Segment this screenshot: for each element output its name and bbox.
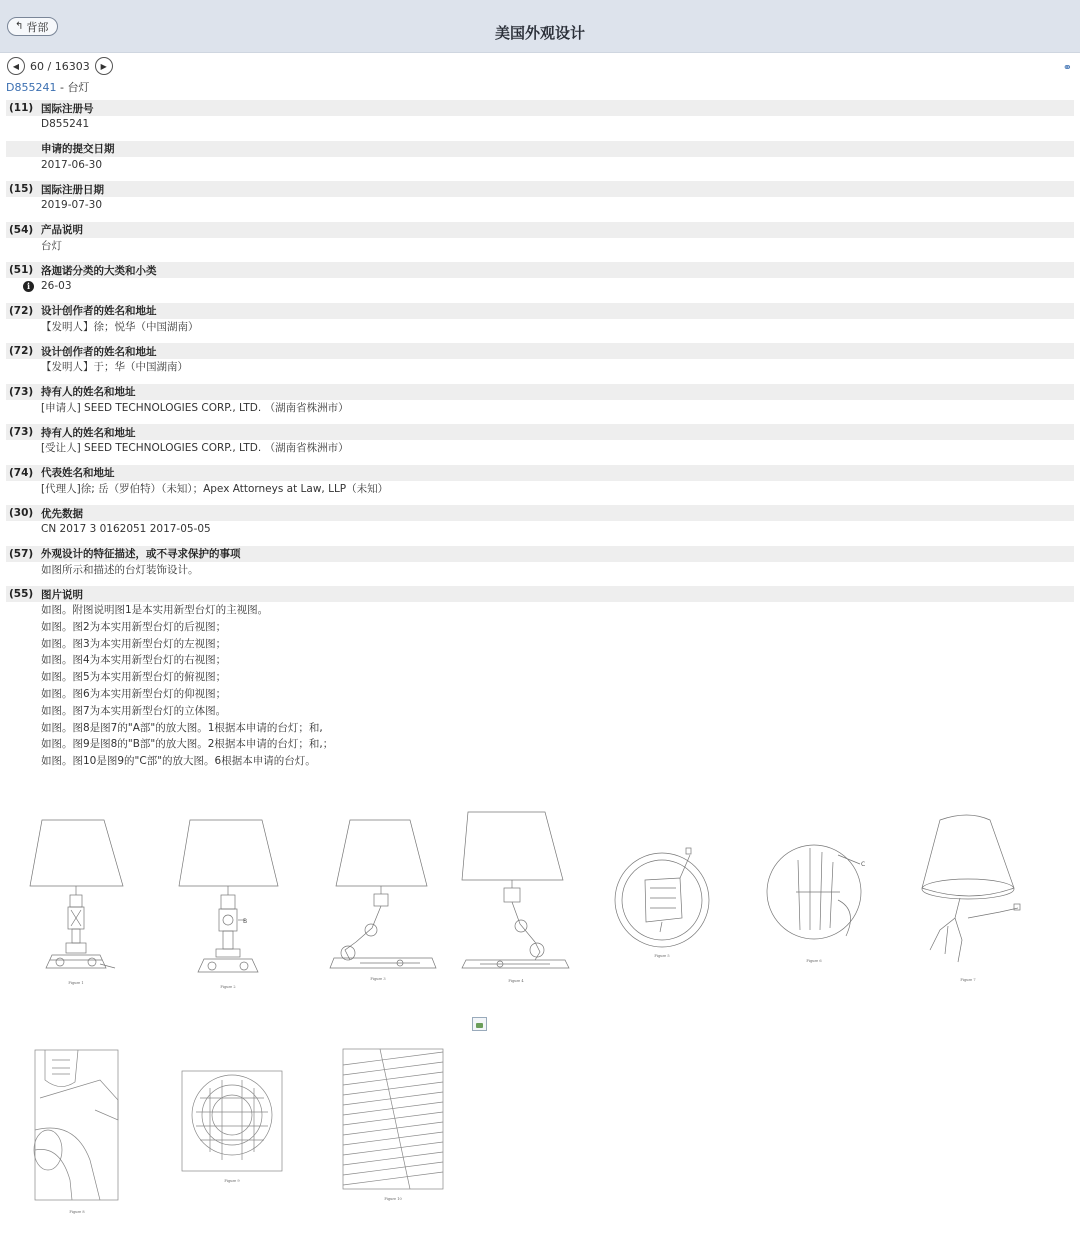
- record-label: 洛迦诺分类的大类和小类: [41, 264, 157, 277]
- figure-desc-line: 如图。图7为本实用新型台灯的立体图。: [41, 704, 227, 717]
- figures-description: [6, 586, 1074, 770]
- record-label: 外观设计的特征描述，或不寻求保护的事项: [41, 548, 241, 560]
- record-code: (73): [9, 426, 34, 438]
- figure-desc-line: 如图。图10是图9的"C部"的放大图。6根据本申请的台灯。: [41, 755, 316, 768]
- record-code: (30): [9, 507, 34, 519]
- figure-desc-line: 如图。图9是图8的"B部"的放大图。2根据本申请的台灯；和,；: [41, 738, 334, 751]
- doc-separator: -: [56, 81, 68, 94]
- figure-8-drawing[interactable]: [34, 1050, 118, 1200]
- record-label: 产品说明: [41, 224, 83, 236]
- figure-caption: Figure 7: [960, 978, 976, 982]
- record-item: [6, 465, 1074, 498]
- record-value-with-info: [6, 278, 1074, 295]
- figure-7-drawing[interactable]: [922, 815, 1020, 962]
- figure-caption: Figure 9: [224, 1179, 240, 1183]
- record-item: [6, 384, 1074, 417]
- figure-marker-c: C: [861, 861, 866, 868]
- figure-desc-line: 如图。图2为本实用新型台灯的后视图；: [41, 620, 227, 633]
- record-item: [6, 262, 1074, 295]
- record-label: 申请的提交日期: [41, 143, 115, 155]
- record-value: CN 2017 3 0162051 2017-05-05: [41, 523, 211, 535]
- figure-desc-line: 如图。图4为本实用新型台灯的右视图；: [41, 654, 227, 667]
- record-label: 设计创作者的姓名和地址: [41, 305, 157, 317]
- figure-desc-line: 如图。图6为本实用新型台灯的仰视图；: [41, 687, 227, 700]
- figure-caption: Figure 6: [806, 959, 822, 963]
- record-code: (55): [9, 588, 34, 600]
- record-code: (54): [9, 223, 34, 236]
- back-button-label: 背部: [26, 20, 49, 34]
- figure-caption: Figure 3: [370, 977, 386, 981]
- figure-caption: Figure 2: [220, 985, 236, 989]
- record-item: [6, 424, 1074, 457]
- record-value: 台灯: [41, 239, 62, 252]
- page-title: 美国外观设计: [494, 24, 585, 42]
- figure-desc-line: 如图。图3为本实用新型台灯的左视图；: [41, 637, 227, 650]
- figure-caption: Figure 8: [69, 1210, 85, 1214]
- figure-caption: Figure 10: [384, 1197, 402, 1201]
- record-value: 26-03: [41, 280, 72, 292]
- top-header: [0, 0, 1080, 53]
- record-label: 代表姓名和地址: [41, 467, 115, 479]
- record-code: (74): [9, 466, 34, 479]
- record-value: 2017-06-30: [41, 158, 103, 171]
- record-value: 2019-07-30: [41, 199, 103, 211]
- record-item: [6, 505, 1074, 538]
- record-value: [受让人] SEED TECHNOLOGIES CORP., LTD. （湖南省株洲市）: [41, 442, 349, 454]
- chain-link-icon[interactable]: ⚭: [1062, 61, 1072, 74]
- record-label: 持有人的姓名和地址: [41, 426, 136, 439]
- record-item: [6, 546, 1074, 579]
- figure-desc-lines: [6, 602, 1074, 770]
- record-value: [申请人] SEED TECHNOLOGIES CORP., LTD. （湖南省株洲市）: [41, 401, 349, 414]
- record-code: (73): [9, 385, 34, 398]
- next-button[interactable]: [95, 57, 113, 75]
- figure-caption: Figure 1: [68, 981, 84, 985]
- record-list: [6, 100, 1074, 777]
- figure-1-drawing[interactable]: [30, 820, 123, 968]
- figure-caption: Figure 5: [654, 954, 670, 958]
- record-label: 持有人的姓名和地址: [41, 386, 136, 398]
- figure-9-drawing[interactable]: [182, 1071, 282, 1171]
- info-circle-icon[interactable]: i: [23, 281, 34, 292]
- figure-6-drawing[interactable]: [767, 845, 861, 939]
- doc-name: 台灯: [67, 81, 90, 94]
- figure-desc-line: 如图。图8是图7的"A部"的放大图。1根据本申请的台灯；和,: [41, 721, 323, 734]
- record-code: (57): [9, 547, 34, 560]
- figure-desc-line: 如图。图5为本实用新型台灯的俯视图；: [41, 671, 227, 684]
- prev-button[interactable]: [7, 57, 25, 75]
- figure-row-2: [0, 1040, 500, 1225]
- record-code: (72): [9, 304, 34, 317]
- pager-position: 60 / 16303: [30, 59, 90, 73]
- doc-subtitle: [6, 79, 89, 95]
- record-value: [代理人]徐; 岳（罗伯特）（未知）；Apex Attorneys at Law, LLP（未知）: [41, 482, 389, 495]
- record-code: (15): [9, 183, 34, 195]
- pager: [7, 56, 113, 76]
- triangle-left-icon: ◀: [12, 61, 20, 71]
- record-value: 【发明人】于；华（中国湖南）: [41, 361, 188, 373]
- record-item: [6, 100, 1074, 133]
- figure-10-drawing[interactable]: [343, 1049, 443, 1189]
- figure-4-drawing[interactable]: [462, 812, 569, 968]
- figure-2-drawing[interactable]: [179, 820, 278, 972]
- triangle-right-icon: ▶: [100, 61, 107, 71]
- record-value: 如图所示和描述的台灯装饰设计。: [41, 563, 199, 576]
- record-value: D855241: [41, 118, 90, 130]
- record-code: (11): [9, 102, 34, 114]
- undo-arrow-icon: ↰: [15, 21, 24, 32]
- figure-row-1: [0, 800, 1080, 1000]
- figure-3-drawing[interactable]: [330, 820, 436, 968]
- record-label: 设计创作者的姓名和地址: [41, 345, 157, 358]
- record-item: [6, 181, 1074, 214]
- record-label: 国际注册日期: [41, 183, 104, 196]
- record-item: [6, 141, 1074, 174]
- figure-marker-b: B: [243, 918, 248, 925]
- record-label: 优先数据: [41, 507, 83, 520]
- record-value: 【发明人】徐；悦华（中国湖南）: [41, 320, 199, 333]
- record-item: [6, 303, 1074, 336]
- record-label: 国际注册号: [41, 102, 94, 115]
- record-code: (72): [9, 345, 34, 357]
- record-label: 图片说明: [41, 588, 83, 601]
- figure-desc-line: 如图。附图说明图1是本实用新型台灯的主视图。: [41, 604, 269, 616]
- record-code: (51): [9, 264, 34, 276]
- broken-image-icon[interactable]: [472, 1017, 487, 1031]
- figure-caption: Figure 4: [508, 979, 524, 983]
- figure-5-drawing[interactable]: [615, 848, 709, 947]
- doc-id-link[interactable]: D855241: [6, 81, 57, 94]
- record-item: [6, 222, 1074, 255]
- record-item: [6, 343, 1074, 376]
